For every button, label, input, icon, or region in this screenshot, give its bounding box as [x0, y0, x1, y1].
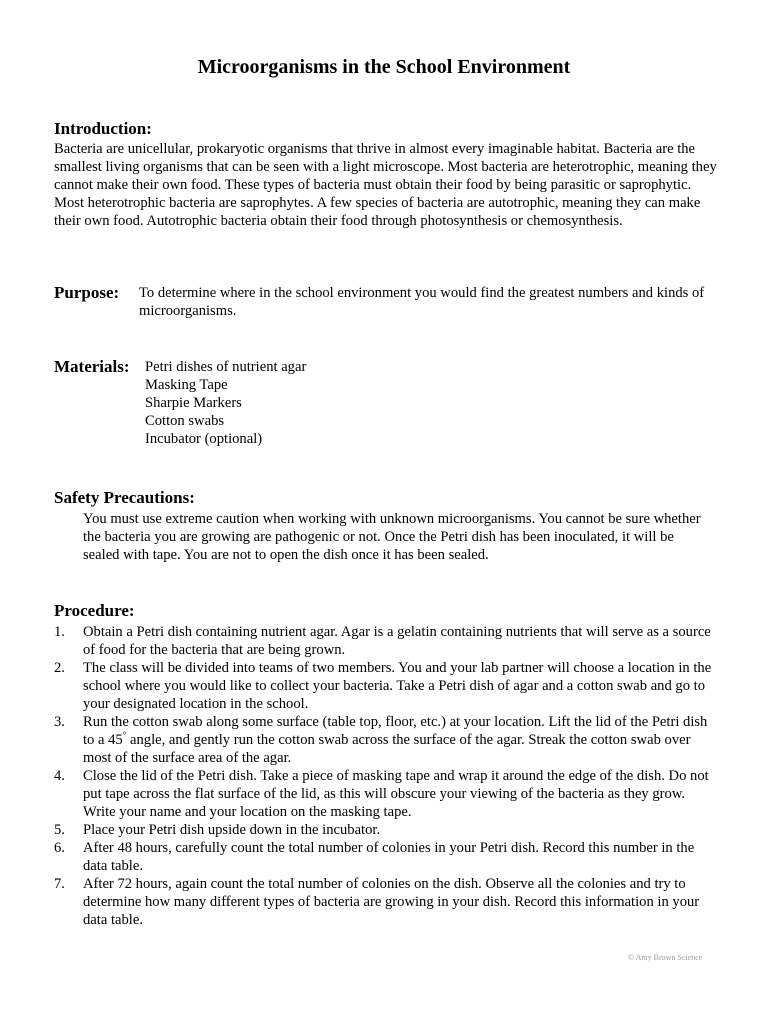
safety-section	[54, 488, 722, 564]
step-number: 7.	[54, 876, 65, 892]
procedure-step	[54, 875, 714, 929]
introduction-section	[54, 119, 722, 230]
procedure-heading: Procedure:	[54, 601, 135, 620]
step-text: After 48 hours, carefully count the total number of colonies in your Petri dish. Record this number in the data table.	[83, 840, 695, 874]
materials-item: Petri dishes of nutrient agar	[145, 359, 307, 375]
step-text: Run the cotton swab along some surface (table top, floor, etc.) at your location. Lift the lid of the Petri dish to a 45	[83, 714, 708, 748]
step-text: Close the lid of the Petri dish. Take a piece of masking tape and wrap it around the edge of the dish. Do not put tape across the flat surface of the lid, as this will obscure your viewing of the bacteria as they grow. Write your name and your location on the masking tape.	[83, 768, 709, 820]
step-text: After 72 hours, again count the total number of colonies on the dish. Observe all the colonies and try to determine how many different types of bacteria are growing in your dish. Record this information in your data table.	[83, 876, 700, 928]
step-number: 6.	[54, 840, 65, 856]
copyright-footer: © Amy Brown Science	[628, 953, 703, 962]
procedure-step	[54, 767, 714, 821]
step-number: 2.	[54, 660, 65, 676]
materials-list	[145, 358, 306, 448]
materials-item: Incubator (optional)	[145, 431, 263, 447]
procedure-step	[54, 623, 714, 659]
safety-heading: Safety Precautions:	[54, 488, 195, 507]
procedure-section	[54, 601, 722, 929]
procedure-step	[54, 839, 714, 875]
step-text: Place your Petri dish upside down in the incubator.	[83, 822, 381, 838]
introduction-heading: Introduction:	[54, 119, 152, 138]
safety-text: You must use extreme caution when working with unknown microorganisms. You cannot be sure whether the bacteria you are growing are pathogenic or not. Once the Petri dish has been inoculated, it will be sealed with tape. You are not to open the dish once it has been sealed.	[83, 511, 701, 563]
purpose-text: To determine where in the school environment you would find the greatest numbers and kinds of microorganisms.	[139, 285, 705, 319]
procedure-step	[54, 659, 714, 713]
procedure-step	[54, 713, 714, 767]
step-text: Obtain a Petri dish containing nutrient agar. Agar is a gelatin containing nutrients that will serve as a source of food for the bacteria that are being grown.	[83, 624, 711, 658]
procedure-list	[54, 623, 722, 929]
procedure-step	[54, 821, 714, 839]
materials-item: Cotton swabs	[145, 413, 225, 429]
introduction-text: Bacteria are unicellular, prokaryotic organisms that thrive in almost every imaginable habitat. Bacteria are the smallest living organisms that can be seen with a light microscope. Most bacteria are heterotrophic, meaning they cannot make their own food. These types of bacteria must obtain their food by being parasitic or saprophytic. Most heterotrophic bacteria are saprophytes. A few species of bacteria are autotrophic, meaning they can make their own food. Autotrophic bacteria obtain their food through photosynthesis or chemosynthesis.	[54, 141, 717, 229]
purpose-heading: Purpose:	[54, 283, 120, 302]
materials-item: Masking Tape	[145, 377, 228, 393]
materials-item: Sharpie Markers	[145, 395, 242, 411]
materials-heading: Materials:	[54, 357, 130, 376]
step-text: The class will be divided into teams of two members. You and your lab partner will choose a location in the school where you would like to collect your bacteria. Take a Petri dish of agar and a cotton swab and go to your designated location in the school.	[83, 660, 712, 712]
page-title: Microorganisms in the School Environment	[197, 56, 571, 78]
step-number: 4.	[54, 768, 65, 784]
degree-symbol: °	[122, 730, 127, 741]
step-text-continued: angle, and gently run the cotton swab across the surface of the agar. Streak the cotton swab over most of the surface area of the agar.	[83, 732, 691, 766]
step-number: 1.	[54, 624, 65, 640]
step-number: 5.	[54, 822, 65, 838]
step-number: 3.	[54, 714, 65, 730]
